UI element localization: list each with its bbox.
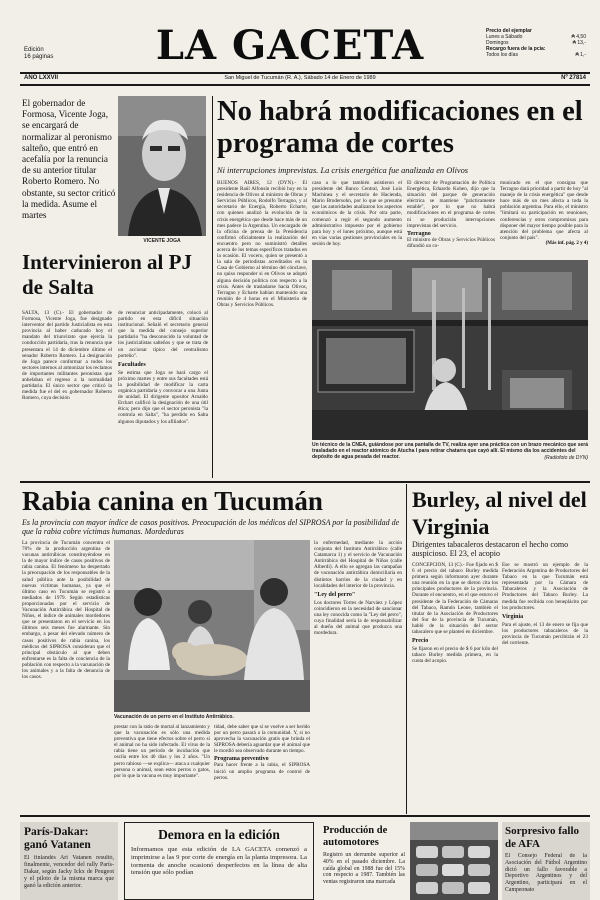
- rabia-col-3-text: tidad, debe saber que si se vuelve a ser herido por un perro pasará a la comunidad. Y, si no aprovecha la vacunación gratis que brinda el SIPROSA debería aguardar que el animal que le mordió sea observado durante un tiempo.: [214, 724, 310, 755]
- autos-text: Registró un derrumbe superior al 40% en el pasado diciembre. La caída global en 1988 fue del 15% con respecto a 1987. También las ventas registraron una marcada: [323, 852, 405, 886]
- burley-col-2b-text: Para el ajuste, el 13 de enero se fija que los productores tabacaleros de la provincia de Tucumán percibirán el 23 del corriente.: [502, 621, 588, 647]
- burley-subhead-1: Precio: [412, 638, 429, 645]
- rabia-subhead-1: Programa preventivo: [214, 756, 269, 763]
- burley-col-2-text: Ese se mostró un ejemplo de la Federación Argentina de Productores del Tabaco en la que Tucumán está representada por la Cámara de Tabacaleros y la Asociación de Productores del Tabaco Burley. La medida fue recibida con beneplácito por los productores.: [502, 562, 588, 611]
- lead-col-4: [500, 180, 588, 258]
- autos-headline: Producción de automotores: [323, 825, 388, 848]
- edition-label: Edición: [24, 47, 44, 53]
- divider: [20, 84, 590, 86]
- rabia-col-3b-text: Para hacer frente a la rabia, el SIPROSA inició un amplio programa de control de perros.: [214, 762, 310, 781]
- lead-more-link[interactable]: (Más inf. pág. 2 y 4): [545, 240, 588, 246]
- paris-headline: París-Dakar: ganó Vatanen: [24, 826, 91, 851]
- lead-col-1: BUENOS AIRES, 12 (DYN).- El presidente Raúl Alfonsín recibió hoy en la residencia de Olivos al ministro de Obras y Servicios Públicos, Rodolfo Terragno, y al secretario de Energía, Roberto Echarte, con quienes analizó la evolución de la crisis energética que desde hace más de un mes padece la Argentina. Un encargado de la oficina de prensa de la Presidencia confirmó oficialmente la realización del encuentro pero no suministró detalles acerca de los temas específicos tratados en la ocasión. El vocero, quien se presentó a la sala de periodistas acreditados en la Casa de Gobierno al término del cónclave, no quiso responder si en Olivos se adoptó alguna decisión política con respecto a la crisis. Antes de trasladarse hacia Olivos, Terragno y Echarte habían mantenido una reunión de 4 horas en el Ministerio de Obras y Servicios Públicos.: [217, 180, 307, 308]
- price-row: Domingos ₳ 13,-: [486, 40, 586, 46]
- lead-deck: Ni interrupciones imprevistas. La crisis energética fue analizada en Olivos: [217, 166, 469, 175]
- divider: [20, 72, 590, 74]
- salta-col-2: [118, 310, 208, 480]
- lead-col-3: [407, 180, 495, 258]
- burley-subhead-2: Virginia: [502, 613, 524, 620]
- lead-col-3-text: El director de Programación de Política Energética, Eduardo Kohen, dijo que la situación del parque de generación eléctrica se mantiene "prácticamente estable", por lo que no habrá modificaciones en el programa de cortes ni se producirán interrupciones imprevistas del servicio.: [407, 180, 495, 229]
- cnea-photo-credit: (Radiofoto de DYN): [544, 455, 588, 461]
- salta-headline: Intervinieron al PJ de Salta: [22, 250, 192, 299]
- rabia-col-4b-text: Los doctores Torres de Narváez y López coincidieron en la necesidad de sancionar una ley conocida como la "Ley del perro", cuya finalidad sería la de responsabilizar al dueño del animal que produzca una mordedura.: [314, 599, 402, 637]
- salta-col-2-text: de renunciar anticipadamente, colocó al partido en esta difícil situación institucional. Señaló el secretario general que la medida del consejo superior partidario "ha desconocido la voluntad de los justicialistas salteños y que se trata de un accionar típico del centralismo porteño".: [118, 310, 208, 359]
- salta-col-1: SALTA, 13 (C).- El gobernador de Formosa, Vicente Joga, fue designado interventor del partido Justicialista en esta provincia al haber caducado hoy el mandato del triunvirato que ejercía la conducción partidaria, tras la renuncia que presentara el 14 de diciembre último el senador Roberto Romero. La designación de Joga parece conformar a todos los sectores internos al armonizar los reclamos de importantes militantes peronistas que anhelaban el regreso a la normalidad partidaria. El único sector que criticó la medida fue el del ex gobernador Roberto Romero, cuya decisión: [22, 310, 112, 402]
- rabia-col-2: prestar con la ratio de mortal al lanzamiento y que la vacunación es sólo una medida preventiva que tiene efectos sobre el perro si el animal no ha sido infectado. El virus de la rabia tiene un período de incubación que oscila entre los 40 días y los 2 años. "Un perro rabioso —se explica— ataca a cualquier persona o animal, sean estos perros o gatos, por lo que la vacuna es muy importante".: [114, 724, 210, 779]
- rabia-col-4: [314, 540, 402, 812]
- price-box: [486, 28, 586, 58]
- rabia-deck: Es la provincia con mayor índice de casos positivos. Preocupación de los médicos del SIPROSA por la posibilidad de que la rabia cobre víctimas humanas. Mordeduras: [22, 518, 400, 537]
- cnea-photo: [312, 260, 588, 440]
- salta-col-2b-text: Se estima que Joga se hará cargo el próximo martes y entre sus facultades está la posibilidad de modificar la carta orgánica partidaria y convocar a una Junta de unidad. El dirigente opositor Arnaldo Etchart calificó la designación de una útil ética; pero dijo que el sector peronista "la controla en Salta", "ha perdido en Salta algunos diputados y los afiliados".: [118, 369, 208, 425]
- autos-box: [320, 822, 408, 900]
- column-rule: [212, 96, 213, 478]
- burley-deck: Dirigentes tabacaleros destacaron el hecho como auspicioso. El 23, el acopio: [412, 540, 569, 559]
- paris-box: [20, 822, 118, 900]
- demora-box: [124, 822, 314, 900]
- joga-photo-caption: VICENTE JOGA: [143, 238, 181, 244]
- burley-col-1: [412, 562, 498, 812]
- demora-text: Informamos que esta edición de LA GACETA comenzó a imprimirse a las 9 por corte de energía en la planta impresora. La tormenta de anoche ocasionó desperfectos en la línea de alta tensión que sólo podían: [131, 846, 307, 877]
- paris-text: El finlandés Ari Vatanen resultó, finalmente, vencedor del rally París-Dakar, según Jacky Ickx de Peugeot y el piloto de la misma marca que ganó la edición anterior.: [24, 855, 114, 889]
- issue-number: Nº 27814: [561, 75, 586, 81]
- divider: [20, 481, 590, 483]
- salta-subhead: Facultades: [118, 361, 146, 368]
- demora-headline: Demora en la edición: [158, 827, 280, 842]
- autos-photo: [410, 822, 498, 900]
- lead-col-3b-text: El ministro de Obras y Servicios Públicos difundió un co-: [407, 236, 495, 249]
- rabia-col-3: [214, 724, 310, 812]
- rabia-col-1: La provincia de Tucumán concentra el 70% de la producción argentina de vacunas antirrábicas constituyéndose en la de mayor índice de casos positivos de rabia canina. El fenómeno ha despertado la preocupación de los responsables de la salud pública ante la posibilidad de nuevas víctimas humanas, ya que el último caso en Tucumán se registró a mediados de 1979. Según estadísticas proporcionadas por el servicio de Vacunación Antirrábica del Hospital de Niños, el índice de animales mordedores que se presentaron en el servicio en los últimos seis meses fue alarmante. Sin embargo, a pesar del elevado número de casos positivos de rabia canina, los médicos del SIPROSA consideran que el principal obstáculo al que deben enfrentarse es la falta de conciencia de la población con respecto a la vacunación de los animales y a la falta de denuncia de los casos.: [22, 540, 110, 681]
- cnea-photo-caption: Un técnico de la CNEA, guiándose por una pantalla de TV, realiza ayer una práctica con un brazo mecánico que será trasladado en el reactor atómico de Atucha I para retirar chatarra que cayó allí. El mismo día los accidentes del depósito de agua pesada del reactor.: [312, 442, 589, 460]
- teaser-text: El gobernador de Formosa, Vicente Joga, se encargará de normalizar al peronismo salteño, que entró en acefalía por la renuncia de su anterior titular Roberto Romero. No obstante, su sector criticó la medida. Asume el martes: [22, 98, 116, 221]
- price-row: Todos los días ₳ 1,-: [486, 52, 586, 58]
- joga-photo: [118, 96, 206, 236]
- rabia-headline: Rabia canina en Tucumán: [22, 486, 323, 516]
- afa-text: El Consejo Federal de la Asociación del Fútbol Argentino dictó un fallo favorable a Deportivo Argentinos y del Argentino, participará en el Campeonato: [505, 853, 587, 893]
- burley-col-1b-text: Se fijaron en el precio de $ 6 por kilo del tabaco Burley medida primera, en la cuota del acopio.: [412, 646, 498, 665]
- divider: [20, 815, 590, 817]
- pages-count: 16 páginas: [24, 54, 54, 60]
- dateline: San Miguel de Tucumán (R. A.), Sábado 14 de Enero de 1989: [224, 75, 376, 81]
- price-heading: Precio del ejemplar: [486, 28, 532, 34]
- price-row: Lunes a Sábado ₳ 4,50: [486, 34, 586, 40]
- rabia-col-4-text: la enfermedad, mediante la acción conjunta del Instituto Antirrábico (calle Catamarca 1) y el servicio de Vacunación Antirrábica del Hospital de Niños (calle Alberdi). A ello se agregan las campañas de vacunación antirrábica domiciliaria en distintos barrios de la ciudad y en localidades del interior de la provincia.: [314, 540, 402, 589]
- afa-headline: Sorpresivo fallo de AFA: [505, 825, 580, 850]
- burley-headline: Burley, al nivel del Virginia: [412, 487, 587, 539]
- lead-subhead: Terragno: [407, 230, 431, 237]
- lead-col-4-text: municado en el que consigna que Terragno dará prioridad a partir de hoy "al manejo de la crisis energética" que desde hace más de un mes afecta a toda la población argentina. Para ello, el ministro "limitará su participación en reuniones, conferencias y otros compromisos para disponer del mayor tiempo posible para la atención del problema que afecta al conjunto del país".: [500, 180, 588, 241]
- year-label: AÑO LXXVII: [24, 75, 59, 81]
- rabia-photo: [114, 540, 310, 712]
- rabia-photo-caption: Vacunación de un perro en el Instituto Antirrábico.: [114, 714, 234, 720]
- lead-headline: No habrá modificaciones en el programa de cortes: [217, 96, 583, 159]
- burley-col-1-text: CONCEPCIÓN, 13 (C).- Fue fijado en $ 6 el precio del tabaco Burley medida primera según informaron ayer durante una reunión en la que se dieron cita los principales productores de la provincia. Durante el encuentro, en el que estuvo el presidente de la Federación de Cámaras del Tabaco, Ramón Leone, también el titular de la Asociación de Productores del Sur de la provincia de Tucumán, habló de la situación del sector tabacalero que se planteó en diciembre.: [412, 562, 498, 636]
- afa-box: [502, 822, 590, 900]
- burley-col-2: [502, 562, 588, 812]
- lead-col-2: caso a lo que también asistieron el presidente del Banco Central, José Luis Machinea y el secretario de Hacienda, Mario Brodersohn, por lo que se presume que las autoridades analizaron los aspectos económicos de la crisis. Por otra parte, comenzó a regir el segundo aumento administrativo impuesto por el gobierno para hoy y el lunes próximo, aunque está en vías varias gestiones provinciales en la sesión de hoy.: [312, 180, 402, 247]
- newspaper-title: LA GACETA: [155, 22, 425, 69]
- rabia-subhead-2: "Ley del perro": [314, 591, 356, 598]
- price-row: Recargo fuera de la pcia:: [486, 46, 546, 52]
- column-rule: [406, 484, 407, 814]
